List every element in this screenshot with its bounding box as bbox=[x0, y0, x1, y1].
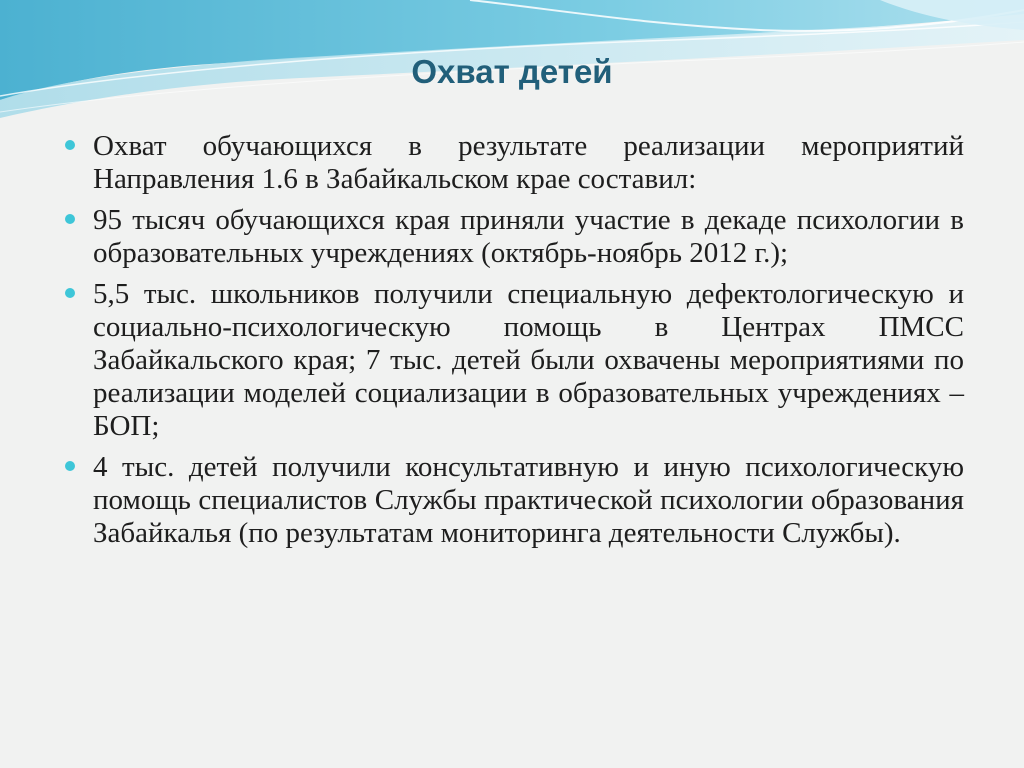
bullet-item bbox=[64, 451, 964, 550]
bullet-item bbox=[64, 130, 964, 196]
bullet-text: 95 тысяч обучающихся края приняли участие в декаде психологии в образовательных учреждениях (октябрь-ноябрь 2012 г.); bbox=[93, 204, 964, 269]
circle-bullet-icon bbox=[65, 214, 75, 224]
bullet-list bbox=[64, 130, 964, 558]
bullet-text: 5,5 тыс. школьников получили специальную дефектологическую и социально-психологическую помощь в Центрах ПМСС Забайкальского края; 7 тыс. детей были охвачены мероприятиями по реализации моделей социализации в образовательных учреждениях – БОП; bbox=[93, 278, 964, 442]
slide-title: Охват детей bbox=[411, 53, 613, 90]
circle-bullet-icon bbox=[65, 140, 75, 150]
bullet-item bbox=[64, 278, 964, 443]
bullet-item bbox=[64, 204, 964, 270]
bullet-text: 4 тыс. детей получили консультативную и иную психологическую помощь специалистов Службы практической психологии образования Забайкалья (по результатам мониторинга деятельности Службы). bbox=[93, 451, 964, 549]
circle-bullet-icon bbox=[65, 461, 75, 471]
circle-bullet-icon bbox=[65, 288, 75, 298]
bullet-text: Охват обучающихся в результате реализации мероприятий Направления 1.6 в Забайкальском крае составил: bbox=[93, 130, 964, 195]
